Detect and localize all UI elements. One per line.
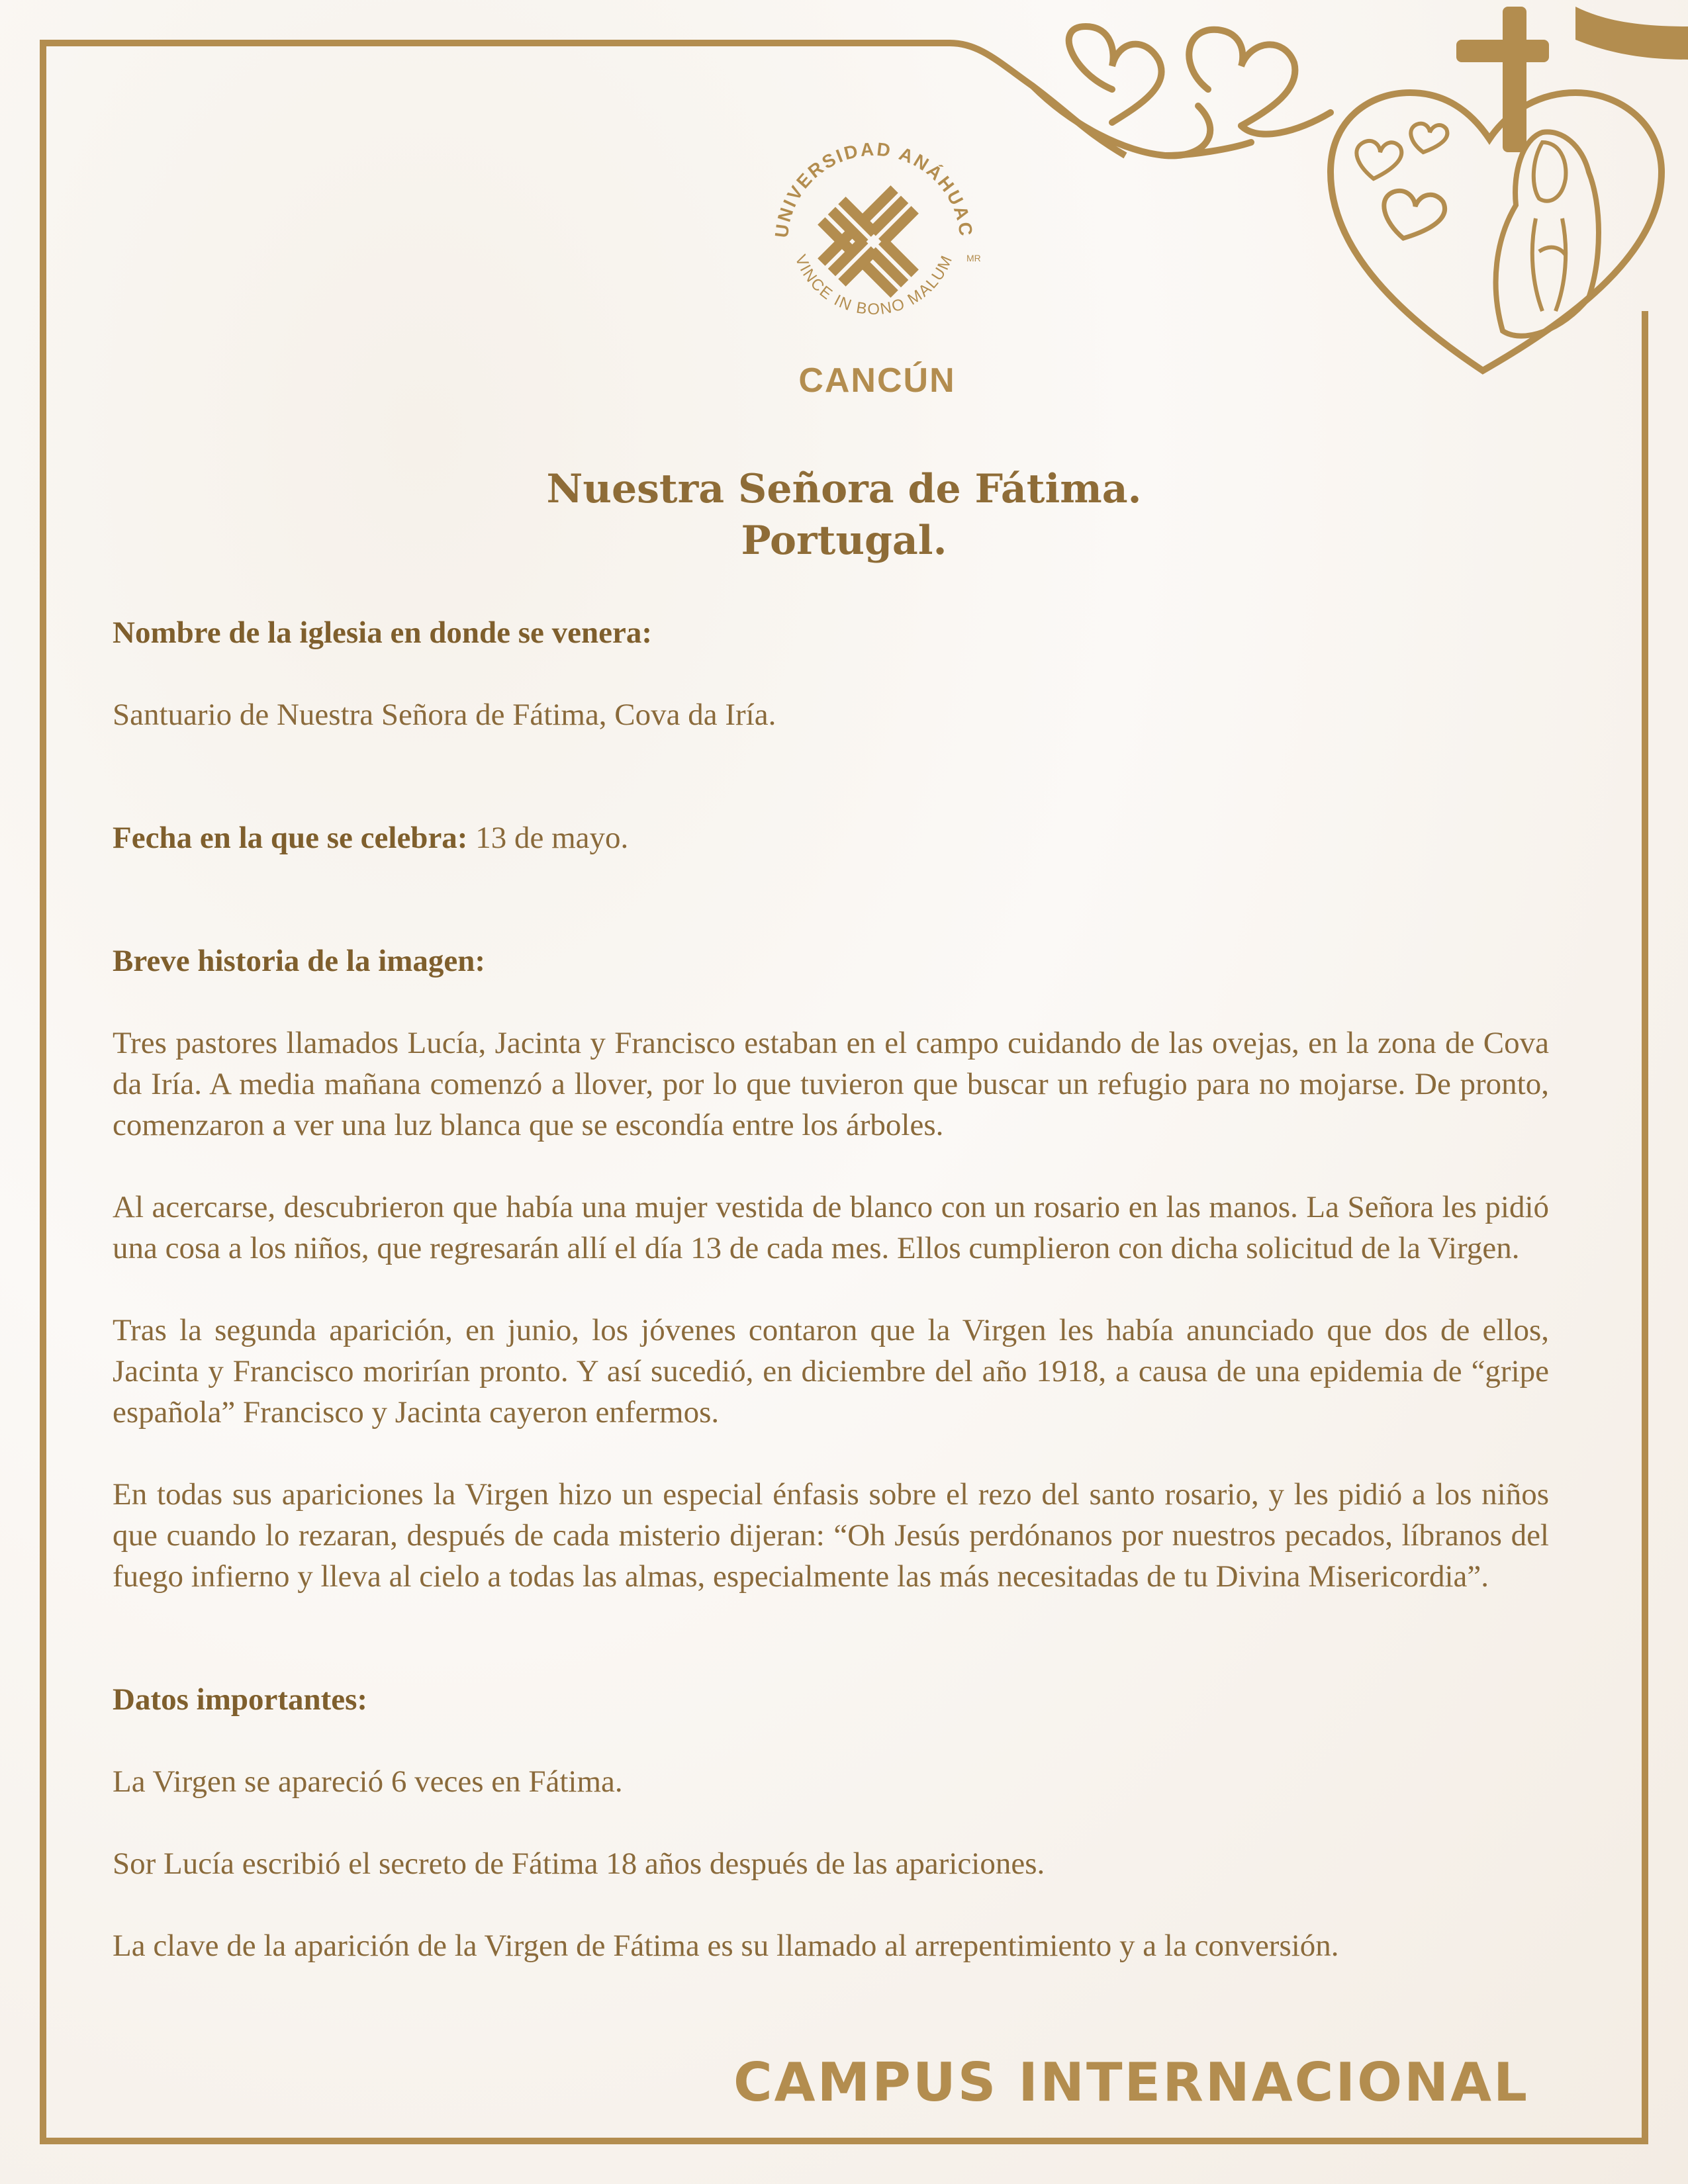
page-title bbox=[331, 463, 1357, 567]
corner-flourish bbox=[1575, 7, 1688, 60]
date-label: Fecha en la que se celebra: bbox=[113, 821, 468, 855]
history-paragraph: En todas sus apariciones la Virgen hizo un especial énfasis sobre el rezo del santo rosario, y les pidió a los niños que cuando lo rezaran, después de cada misterio dijeran: “Oh Jesús perdónanos por nuestros pecados, líbranos del fuego infierno y lleva al cielo a todas las almas, especialmente las más necesitadas de tu Divina Misericordia”. bbox=[113, 1477, 1549, 1594]
footer-campus: CAMPUS INTERNACIONAL bbox=[733, 2052, 1529, 2113]
date-value: 13 de mayo. bbox=[467, 821, 629, 855]
church-label: Nombre de la iglesia en donde se venera: bbox=[113, 615, 653, 650]
history-paragraph: Tres pastores llamados Lucía, Jacinta y Francisco estaban en el campo cuidando de las ovejas, en la zona de Cova da Iría. A media mañana comenzó a llover, por lo que tuvieron que buscar un refugio para no mojarse. De pronto, comenzaron a ver una luz blanca que se escondía entre los árboles. bbox=[113, 1026, 1549, 1142]
svg-text:VINCE IN BONO MALUM bbox=[791, 252, 956, 318]
logo-mark: MR bbox=[966, 253, 981, 263]
campus-city: CANCÚN bbox=[798, 361, 956, 400]
facts-label: Datos importantes: bbox=[113, 1682, 368, 1717]
university-logo bbox=[761, 129, 986, 354]
title-line-2: Portugal. bbox=[741, 518, 947, 564]
fact-item: La clave de la aparición de la Virgen de Fátima es su llamado al arrepentimiento y a la conversión. bbox=[113, 1929, 1339, 1963]
ribbon-hearts-icon bbox=[1033, 26, 1331, 156]
virgin-heart-icon bbox=[1331, 93, 1662, 371]
cross-icon bbox=[1456, 7, 1549, 152]
fact-item: La Virgen se apareció 6 veces en Fátima. bbox=[113, 1764, 623, 1799]
history-paragraph: Al acercarse, descubrieron que había una mujer vestida de blanco con un rosario en las manos. La Señora les pidió una cosa a los niños, que regresarán allí el día 13 de cada mes. Ellos cumplieron con dicha solicitud de la Virgen. bbox=[113, 1190, 1549, 1265]
fact-item: Sor Lucía escribió el secreto de Fátima 18 años después de las apariciones. bbox=[113, 1846, 1045, 1881]
logo-ring-text: UNIVERSIDAD ANÁHUAC bbox=[771, 138, 977, 239]
church-value: Santuario de Nuestra Señora de Fátima, Cova da Iría. bbox=[113, 698, 776, 732]
logo-motto: VINCE IN BONO MALUM bbox=[791, 251, 957, 319]
document-body bbox=[113, 612, 1549, 1966]
history-label: Breve historia de la imagen: bbox=[113, 944, 486, 978]
history-paragraph: Tras la segunda aparición, en junio, los jóvenes contaron que la Virgen les había anunciado que dos de ellos, Jacinta y Francisco morirían pronto. Y así sucedió, en diciembre del año 1918, a causa de una epidemia de “gripe española” Francisco y Jacinta cayeron enfermos. bbox=[113, 1313, 1549, 1430]
title-line-1: Nuestra Señora de Fátima. bbox=[546, 466, 1142, 512]
date-line bbox=[113, 817, 1549, 858]
